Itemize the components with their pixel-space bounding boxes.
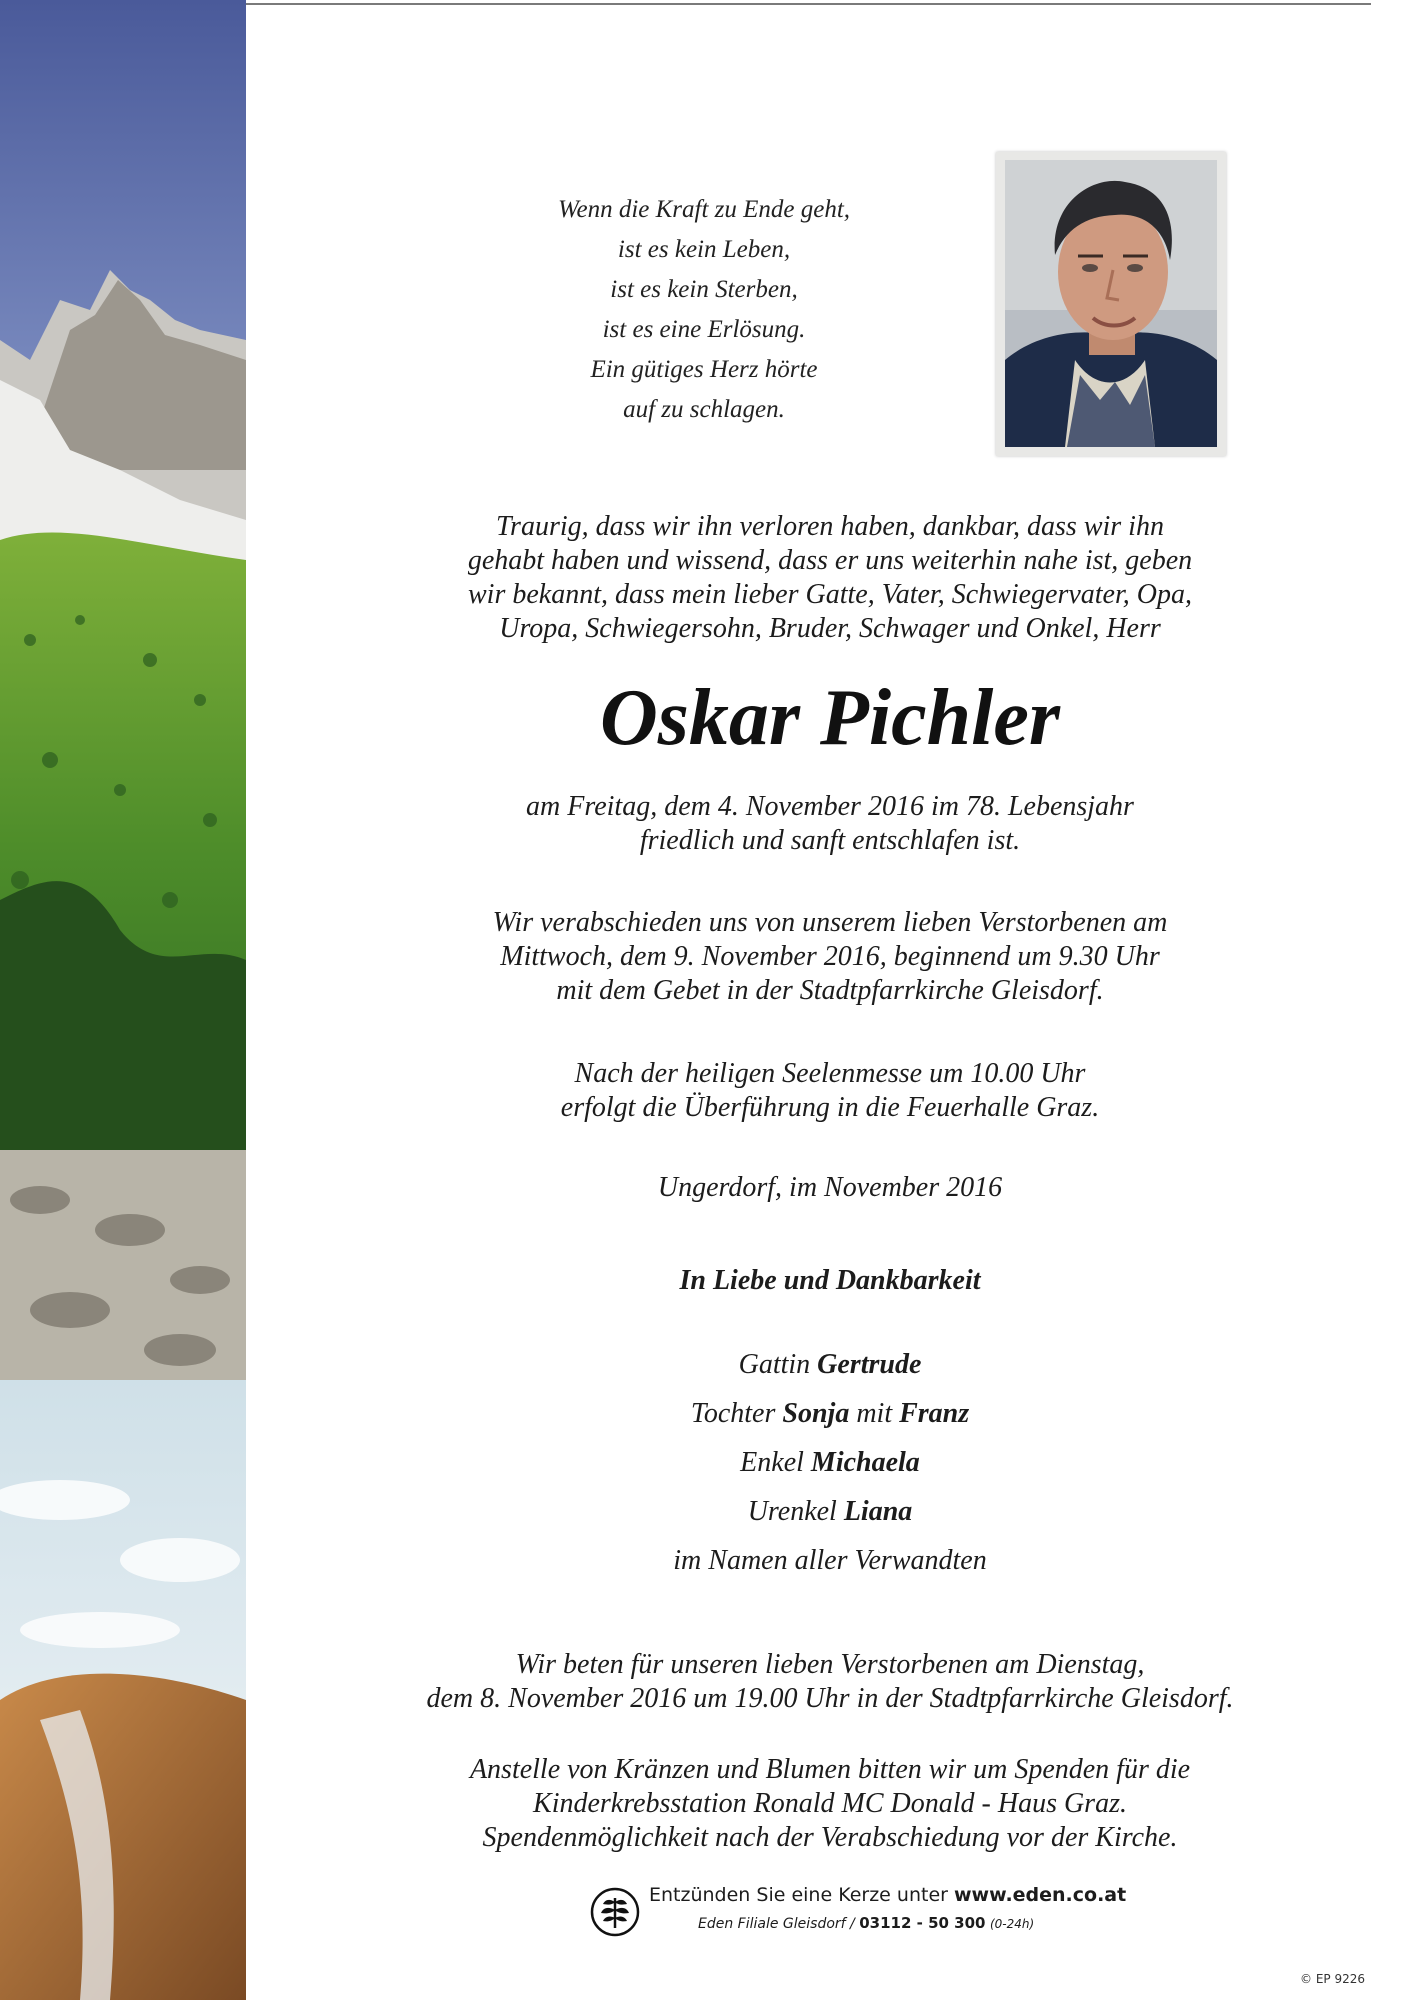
mass-details [246, 1057, 1414, 1125]
announcement-intro [246, 510, 1414, 646]
poem-line: auf zu schlagen. [623, 396, 785, 423]
donation-request [246, 1753, 1414, 1855]
mass-line: Nach der heiligen Seelenmesse um 10.00 Uhr [574, 1058, 1086, 1089]
family-list [246, 1340, 1414, 1585]
farewell-line: mit dem Gebet in der Stadtpfarrkirche Gleisdorf. [556, 975, 1104, 1006]
in-love-heading: In Liebe und Dankbarkeit [679, 1265, 981, 1296]
death-line: friedlich und sanft entschlafen ist. [639, 825, 1021, 856]
portrait-photo [996, 152, 1226, 456]
family-member-great-grandchild [246, 1487, 1414, 1536]
family-member-daughter [246, 1389, 1414, 1438]
family-member-grandchild [246, 1438, 1414, 1487]
farewell-line: Wir verabschieden uns von unserem lieben Verstorbenen am [492, 907, 1168, 938]
farewell-line: Mittwoch, dem 9. November 2016, beginnend um 9.30 Uhr [500, 941, 1160, 972]
family-connector: mit [856, 1398, 893, 1429]
intro-line: Traurig, dass wir ihn verloren haben, dankbar, dass wir ihn [496, 511, 1164, 542]
memorial-poem [514, 190, 894, 430]
donation-line: Kinderkrebsstation Ronald MC Donald - Haus Graz. [533, 1788, 1127, 1819]
donation-line: Spendenmöglichkeit nach der Verabschiedung vor der Kirche. [482, 1822, 1178, 1853]
poem-line: Wenn die Kraft zu Ende geht, [557, 196, 851, 223]
funeral-home-footer [589, 1882, 1127, 1942]
family-name: Franz [899, 1398, 970, 1429]
death-line: am Freitag, dem 4. November 2016 im 78. Lebensjahr [526, 791, 1134, 822]
intro-line: gehabt haben und wissend, dass er uns weiterhin nahe ist, geben [467, 545, 1193, 576]
intro-line: wir bekannt, dass mein lieber Gatte, Vater, Schwiegervater, Opa, [467, 579, 1192, 610]
mass-line: erfolgt die Überführung in die Feuerhalle Graz. [560, 1092, 1100, 1123]
family-name: Gertrude [817, 1349, 922, 1380]
poem-line: ist es kein Leben, [617, 236, 791, 263]
branch-name: Eden Filiale Gleisdorf / [698, 1916, 855, 1932]
farewell-details [246, 906, 1414, 1008]
family-name: Michaela [810, 1447, 920, 1478]
family-role: Urenkel [747, 1496, 837, 1527]
candle-text: Entzünden Sie eine Kerze unter [649, 1884, 948, 1906]
service-hours: (0-24h) [989, 1917, 1035, 1931]
obituary-content [246, 0, 1414, 2000]
branch-contact [698, 1914, 1034, 1932]
poem-line: ist es kein Sterben, [610, 276, 798, 303]
death-notice [246, 790, 1414, 858]
phone-number: 03112 - 50 300 [859, 1914, 986, 1932]
mountain-landscape-image [0, 0, 246, 2000]
family-role: Enkel [740, 1447, 804, 1478]
family-role: Tochter [690, 1398, 776, 1429]
family-role: Gattin [738, 1349, 811, 1380]
tree-of-life-icon [589, 1886, 641, 1938]
place-and-date: Ungerdorf, im November 2016 [657, 1172, 1003, 1203]
poem-line: ist es eine Erlösung. [602, 316, 806, 343]
family-relatives: im Namen aller Verwandten [673, 1545, 987, 1576]
prayer-line: Wir beten für unseren lieben Verstorbenen am Dienstag, [515, 1649, 1145, 1680]
intro-line: Uropa, Schwiegersohn, Bruder, Schwager und Onkel, Herr [499, 613, 1161, 644]
prayer-line: dem 8. November 2016 um 19.00 Uhr in der Stadtpfarrkirche Gleisdorf. [426, 1683, 1234, 1714]
copyright-code: © EP 9226 [1300, 1972, 1365, 1986]
website-link[interactable]: www.eden.co.at [954, 1884, 1127, 1906]
family-member-wife [246, 1340, 1414, 1389]
deceased-name: Oskar Pichler [600, 674, 1060, 762]
family-name: Liana [843, 1496, 913, 1527]
poem-line: Ein gütiges Herz hörte [590, 356, 818, 383]
candle-invitation [649, 1884, 1126, 1906]
prayer-details [246, 1648, 1414, 1716]
donation-line: Anstelle von Kränzen und Blumen bitten wir um Spenden für die [469, 1754, 1191, 1785]
family-name: Sonja [782, 1398, 850, 1429]
